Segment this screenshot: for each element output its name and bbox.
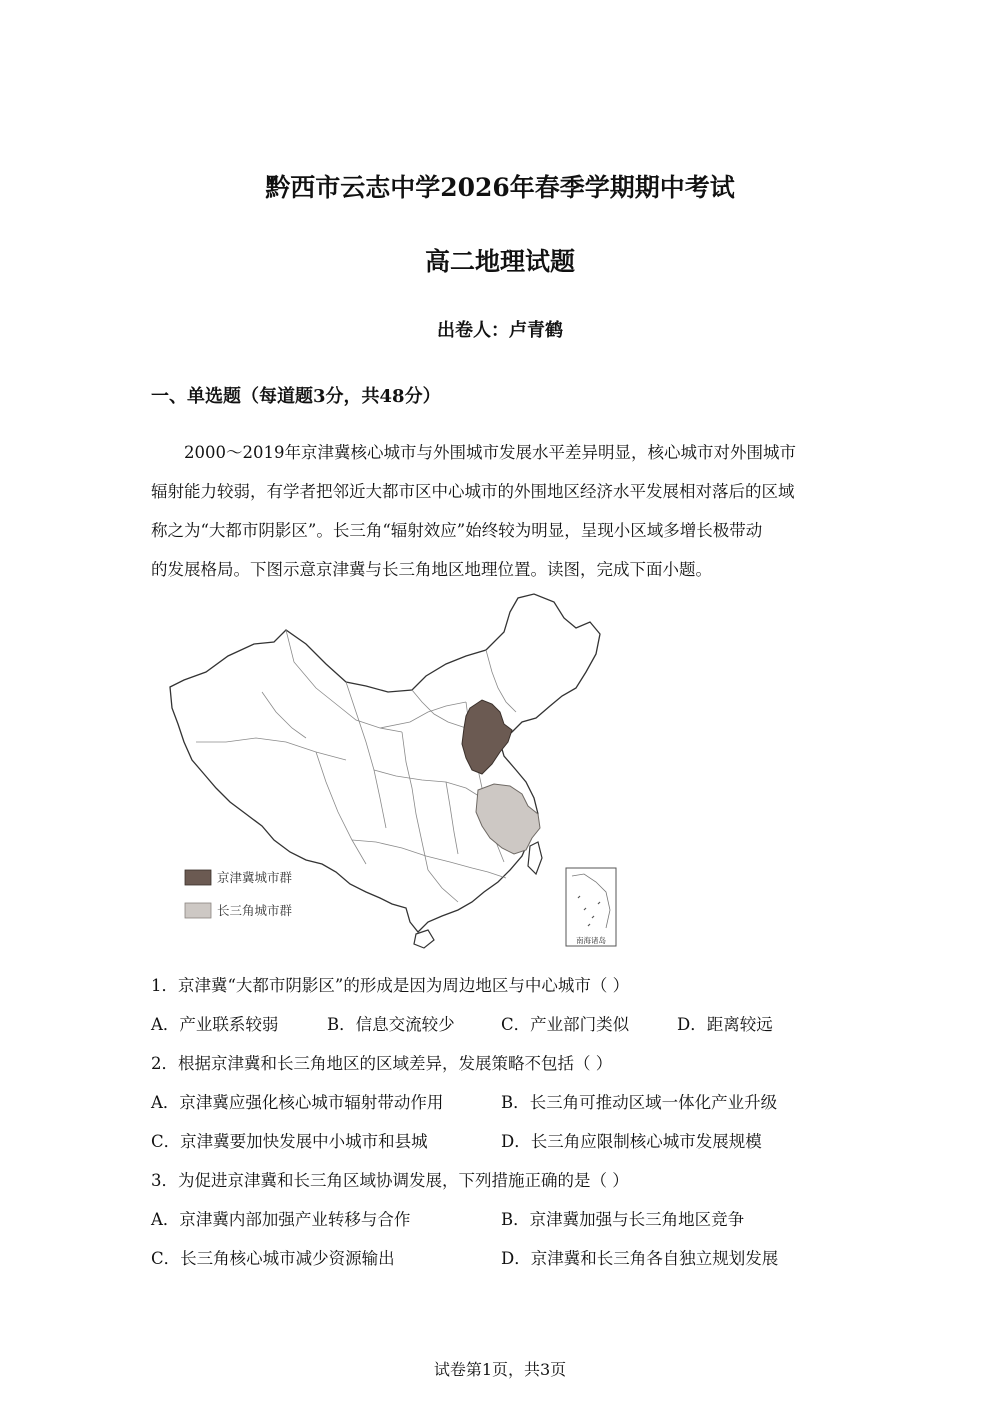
section-heading: 一、单选题（每道题3分，共48分） (151, 386, 441, 407)
question-3-option-a[interactable]: A．京津冀内部加强产业转移与合作 (151, 1210, 411, 1229)
question-1-option-b[interactable]: B．信息交流较少 (327, 1015, 455, 1034)
question-2-option-a[interactable]: A．京津冀应强化核心城市辐射带动作用 (151, 1093, 444, 1112)
hainan-island (414, 930, 434, 948)
question-1-option-d[interactable]: D．距离较远 (677, 1015, 773, 1034)
passage-line: 辐射能力较弱，有学者把邻近大都市区中心城市的外围地区经济水平发展相对落后的区域 (151, 482, 795, 501)
question-3-option-b[interactable]: B．京津冀加强与长三角地区竞争 (501, 1210, 745, 1229)
map-legend (185, 870, 293, 918)
legend-swatch-yangtze (185, 903, 211, 918)
question-1-stem: 1．京津冀“大都市阴影区”的形成是因为周边地区与中心城市（ ） (151, 976, 630, 995)
exam-subtitle: 高二地理试题 (424, 247, 575, 276)
question-3-stem: 3．为促进京津冀和长三角区域协调发展，下列措施正确的是（ ） (151, 1171, 629, 1190)
question-2-option-c[interactable]: C．京津冀要加快发展中小城市和县城 (151, 1132, 428, 1151)
question-2-option-b[interactable]: B．长三角可推动区域一体化产业升级 (501, 1093, 778, 1112)
passage-line: 2000～2019年京津冀核心城市与外围城市发展水平差异明显，核心城市对外围城市 (184, 443, 796, 462)
page-footer: 试卷第1页，共3页 (433, 1360, 567, 1379)
question-1-option-a[interactable]: A．产业联系较弱 (151, 1015, 279, 1034)
inset-label: 南海诸岛 (576, 936, 606, 945)
passage (151, 433, 851, 589)
passage-line: 的发展格局。下图示意京津冀与长三角地区地理位置。读图，完成下面小题。 (151, 560, 712, 579)
passage-line: 称之为“大都市阴影区”。长三角“辐射效应”始终较为明显，呈现小区域多增长极带动 (151, 521, 763, 540)
question-1-option-c[interactable]: C．产业部门类似 (501, 1015, 630, 1034)
exam-author: 出卷人：卢青鹤 (437, 320, 563, 341)
china-map-figure (166, 592, 626, 950)
legend-swatch-jingjinji (185, 870, 211, 885)
exam-title: 黔西市云志中学2026年春季学期期中考试 (265, 173, 735, 202)
taiwan-island (528, 842, 542, 874)
question-3-option-c[interactable]: C．长三角核心城市减少资源输出 (151, 1249, 395, 1268)
south-china-sea-inset (566, 868, 616, 946)
question-2-option-d[interactable]: D．长三角应限制核心城市发展规模 (501, 1132, 762, 1151)
legend-label-jingjinji: 京津冀城市群 (217, 870, 293, 885)
question-2-stem: 2．根据京津冀和长三角地区的区域差异，发展策略不包括（ ） (151, 1054, 613, 1073)
question-3-option-d[interactable]: D．京津冀和长三角各自独立规划发展 (501, 1249, 779, 1268)
legend-label-yangtze: 长三角城市群 (217, 903, 293, 918)
